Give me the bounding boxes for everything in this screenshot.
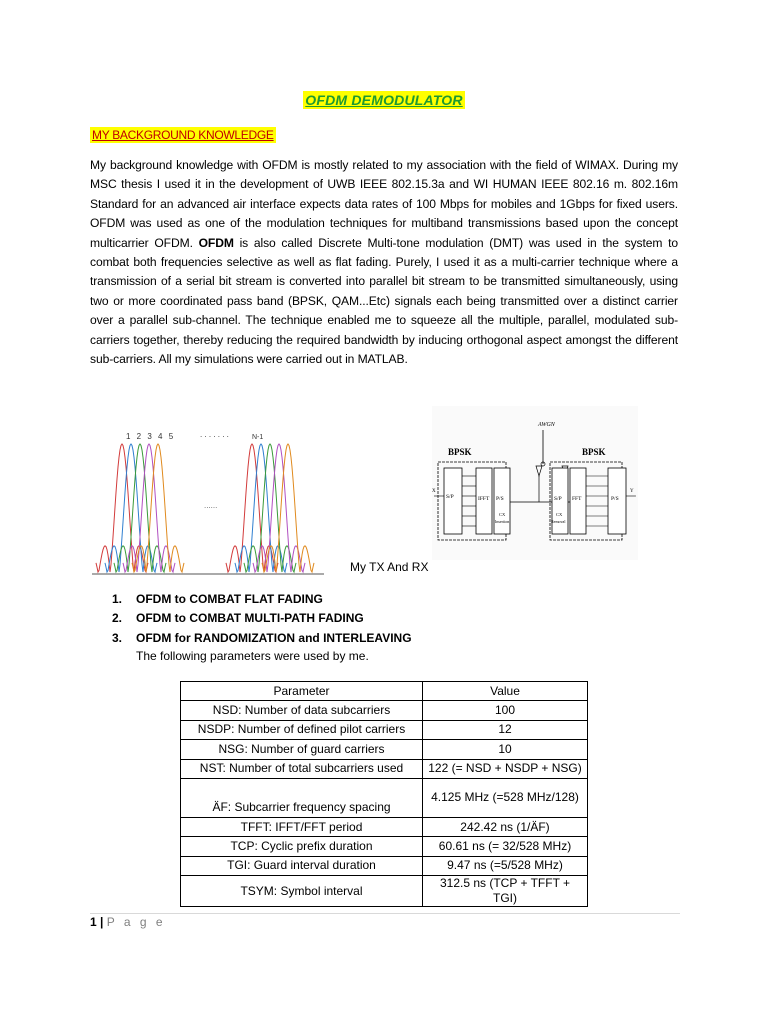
rx-fft-block: FFT [572,496,582,502]
column-header-parameter: Parameter [181,682,423,701]
list-item-number: 3. [112,630,123,645]
background-paragraph [90,156,678,369]
table-row [181,701,588,720]
paragraph-part-1: My background knowledge with OFDM is mostly related to my association with the field of WIMAX. During my MSC thesis I used it in the development of UWB IEEE 802.15.3a and WI HUMAN IEEE 802.16 m. 802.16m Standard for an advanced air interface expects data rates of 100 Mbps for mobiles and 1Gbps for fixed users. OFDM was used as one of the modulation techniques for multiband transmissions based upon the concept multicarrier OFDM. [90,158,678,250]
value-cell: 242.42 ns (1/ÄF) [423,817,588,836]
table-row [181,720,588,739]
awgn-label: AWGN [538,422,555,428]
value-cell: 10 [423,740,588,759]
ofdm-spectrum-figure [92,425,327,580]
subcarrier-lobe [114,444,166,572]
rx-cx-block: CX [556,512,563,517]
left-subcarrier-lobes [96,444,184,572]
paragraph-bold-term: OFDM [198,235,234,250]
list-item [112,609,412,628]
subcarrier-index-label: 1 2 3 4 5 [126,432,176,441]
tx-ps-block: P/S [496,496,504,502]
parameters-table [180,681,588,907]
parameter-cell: NSD: Number of data subcarriers [181,701,423,720]
value-cell: 12 [423,720,588,739]
subcarrier-gap-dots: ...... [204,501,218,510]
paragraph-part-2: is also called Discrete Multi-tone modulation (DMT) was used in the system to combat both frequencies selective as well as flat fading. Purely, I used it as a multi-carrier technique where a transmission of a serial bit stream is converted into parallel bit stream to be transmitted simultaneously, using two or more coordinated pass band (BPSK, QAM...Etc) signals each being transmitted over a distinct carrier over a parallel sub-channel. The technique enabled me to squeeze all the multiple, parallel, modulated sub-carriers together, thereby reducing the required bandwidth by inducing orthogonal aspect amongst the different sub-carriers. All my simulations were carried out in MATLAB. [90,235,679,367]
parameter-cell: TCP: Cyclic prefix duration [181,837,423,856]
parameter-cell: ÄF: Subcarrier frequency spacing [181,778,423,817]
rx-modulation-label: BPSK [582,447,606,457]
list-item-number: 1. [112,592,123,606]
value-cell: 312.5 ns (TCP + TFFT + TGI) [423,876,588,907]
value-cell: 60.61 ns (= 32/528 MHz) [423,837,588,856]
value-cell: 9.47 ns (=5/528 MHz) [423,856,588,875]
subcarrier-lobe [123,444,175,572]
parameter-cell: NSG: Number of guard carriers [181,740,423,759]
tx-insertion-block: Insertion [495,519,510,524]
subcarrier-lobe [253,444,305,572]
page-footer [90,915,166,929]
footer-divider [90,913,680,914]
table-header-row [181,682,588,701]
list-item-text: OFDM for RANDOMIZATION and INTERLEAVING [136,630,412,645]
rx-removal-block: Removal [551,519,566,524]
subcarrier-lobe [226,444,278,572]
table-row [181,759,588,778]
subcarrier-lobe [96,444,148,572]
subcarrier-lobe [105,444,157,572]
input-signal-label: X [432,489,436,494]
subcarrier-lobe [262,444,314,572]
tx-modulation-label: BPSK [448,447,472,457]
tx-rx-block-diagram [432,406,638,560]
parameter-cell: TFFT: IFFT/FFT period [181,817,423,836]
tx-sp-block: S/P [446,494,454,500]
parameter-cell: TSYM: Symbol interval [181,876,423,907]
list-item-text: OFDM to COMBAT FLAT FADING [136,592,323,606]
subcarrier-last-label: N-1 [252,434,264,441]
parameters-intro: The following parameters were used by me. [136,649,369,663]
table-row [181,778,588,817]
table-row [181,740,588,759]
table-row [181,817,588,836]
list-item-text: OFDM to COMBAT MULTI-PATH FADING [136,611,364,626]
subcarrier-lobe [235,444,287,572]
page-title: OFDM DEMODULATOR [305,92,463,108]
value-cell: 100 [423,701,588,720]
output-signal-label: Y [630,489,634,494]
section-heading: MY BACKGROUND KNOWLEDGE [92,128,274,142]
rx-sp-block: S/P [554,496,562,502]
tx-ifft-block: IFFT [478,496,490,502]
column-header-value: Value [423,682,588,701]
parameter-cell: NSDP: Number of defined pilot carriers [181,720,423,739]
page-word: P a g e [106,915,166,929]
subcarrier-lobe [244,444,296,572]
list-item [112,590,412,609]
subcarrier-dots-label: . . . . . . . [200,430,229,439]
technique-list [112,590,412,648]
right-subcarrier-lobes [226,444,314,572]
table-row [181,876,588,907]
parameter-cell: NST: Number of total subcarriers used [181,759,423,778]
list-item-number: 2. [112,611,123,626]
subcarrier-lobe [132,444,184,572]
page-number: 1 [90,915,97,929]
value-cell: 122 (= NSD + NSDP + NSG) [423,759,588,778]
value-cell: 4.125 MHz (=528 MHz/128) [423,778,588,817]
figure-caption: My TX And RX [350,560,429,574]
tx-cx-block: CX [499,512,506,517]
table-row [181,837,588,856]
parameter-cell: TGI: Guard interval duration [181,856,423,875]
footer-separator: | [100,915,104,929]
table-row [181,856,588,875]
list-item [112,629,412,648]
rx-ps-block: P/S [611,496,619,502]
